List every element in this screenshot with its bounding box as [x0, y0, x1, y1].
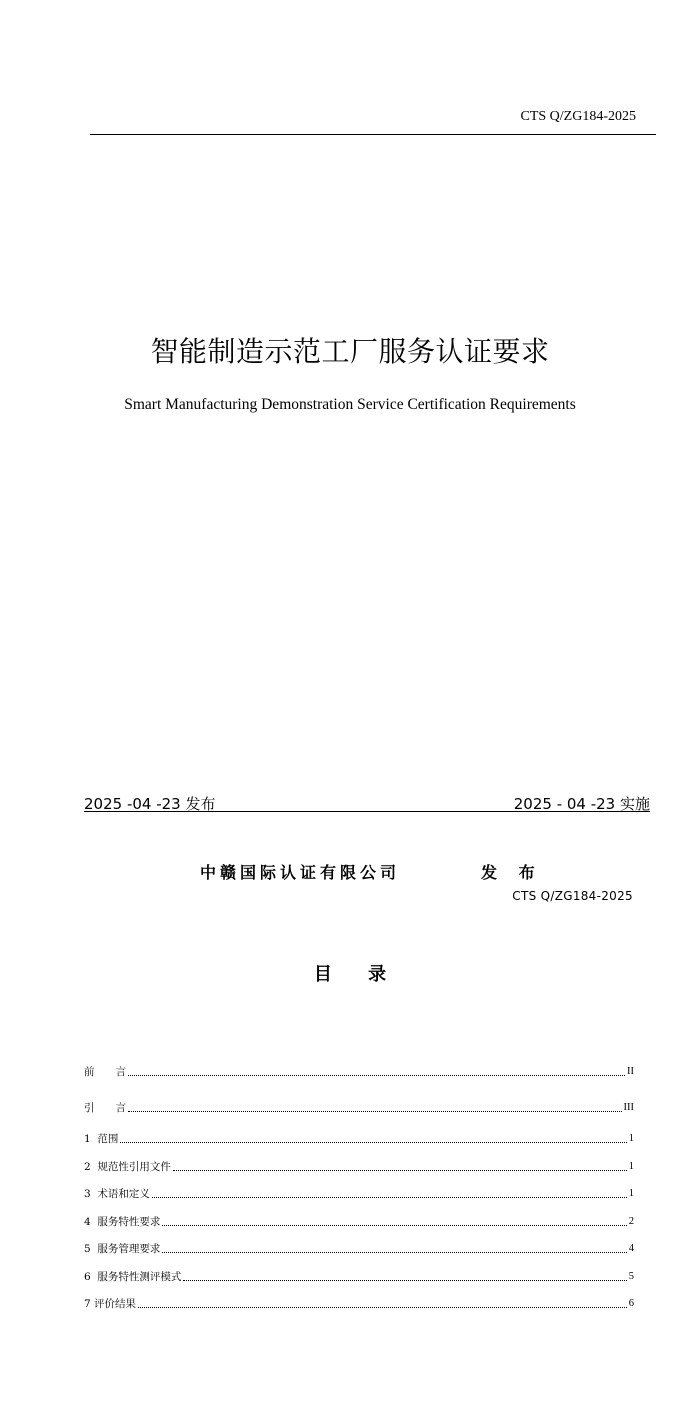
toc-item-label: 6 服务特性测评模式 — [84, 1271, 182, 1283]
toc-item-page: 5 — [628, 1271, 634, 1282]
toc-leader — [173, 1170, 627, 1171]
toc-title: 目 录 — [313, 964, 387, 985]
toc-leader — [128, 1111, 622, 1112]
toc-item-page: 6 — [628, 1298, 634, 1309]
toc-item-scope[interactable] — [84, 1130, 634, 1146]
toc-item-page: 1 — [628, 1161, 634, 1172]
toc-item-page: III — [623, 1102, 634, 1113]
toc-item-introduction[interactable] — [84, 1099, 634, 1115]
toc-item-service-characteristics[interactable] — [84, 1213, 634, 1229]
header-rule — [90, 134, 656, 135]
toc-item-label: 引 言 — [84, 1102, 126, 1114]
toc-leader — [183, 1280, 626, 1281]
toc-leader — [128, 1075, 625, 1076]
toc-item-label: 7 评价结果 — [84, 1298, 137, 1310]
toc-item-service-management[interactable] — [84, 1240, 634, 1256]
toc-leader — [138, 1307, 627, 1308]
toc-item-preface[interactable] — [84, 1063, 634, 1079]
toc-item-label: 前 言 — [84, 1066, 126, 1078]
toc-item-normative-references[interactable] — [84, 1158, 634, 1174]
toc-item-label: 2 规范性引用文件 — [84, 1161, 171, 1173]
toc-leader — [162, 1252, 626, 1253]
header-standard-number: CTS Q/ZG184-2025 — [520, 109, 636, 124]
date-rule — [84, 811, 650, 812]
toc-item-label: 4 服务特性要求 — [84, 1216, 161, 1228]
standard-number-small: CTS Q/ZG184-2025 — [512, 889, 633, 903]
toc-item-label: 3 术语和定义 — [84, 1188, 150, 1200]
toc-item-page: II — [627, 1066, 634, 1077]
toc-leader — [152, 1197, 627, 1198]
toc-item-evaluation-result[interactable] — [84, 1295, 634, 1311]
document-title-en: Smart Manufacturing Demonstration Service Certification Requirements — [124, 396, 576, 413]
toc-item-page: 1 — [628, 1188, 634, 1199]
toc-item-label: 1 范围 — [84, 1133, 119, 1145]
toc-leader — [120, 1142, 626, 1143]
issuer-name: 中赣国际认证有限公司 — [200, 863, 401, 882]
implement-date: 2025 - 04 -23 实施 — [513, 795, 650, 813]
toc-item-evaluation-mode[interactable] — [84, 1268, 634, 1284]
toc-item-page: 4 — [628, 1243, 634, 1254]
toc-item-label: 5 服务管理要求 — [84, 1243, 161, 1255]
document-title-cn: 智能制造示范工厂服务认证要求 — [150, 335, 550, 368]
toc-item-page: 2 — [628, 1216, 634, 1227]
toc-item-terms-definitions[interactable] — [84, 1185, 634, 1201]
publish-date: 2025 -04 -23 发布 — [84, 795, 216, 813]
toc-leader — [162, 1225, 626, 1226]
toc-item-page: 1 — [628, 1133, 634, 1144]
issue-label: 发 布 — [481, 863, 543, 882]
